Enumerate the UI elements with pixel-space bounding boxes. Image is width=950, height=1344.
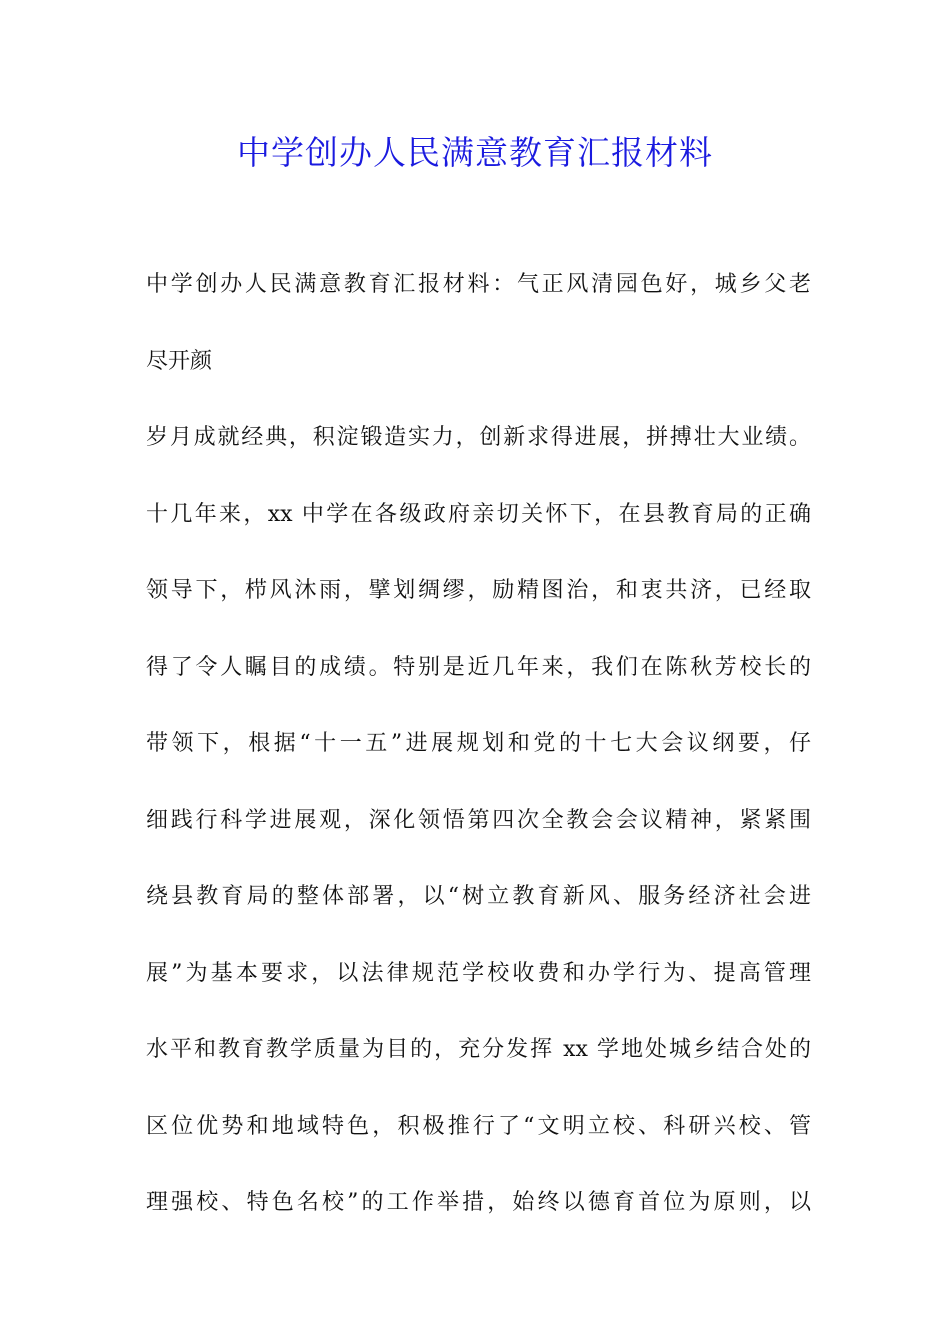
body-line: 理强校、特色名校”的工作举措，始终以德育首位为原则，以 [146, 1190, 811, 1215]
body-line: 得了令人瞩目的成绩。特别是近几年来，我们在陈秋芳校长的 [146, 654, 811, 680]
body-line: 细践行科学进展观，深化领悟第四次全教会会议精神，紧紧围 [146, 807, 811, 833]
document-body [146, 260, 811, 1255]
body-line: 绕县教育局的整体部署，以“树立教育新风、服务经济社会进 [146, 884, 811, 909]
body-line: 尽开颜 [146, 348, 213, 374]
body-line: 中学创办人民满意教育汇报材料：气正风清园色好，城乡父老 [146, 272, 811, 297]
body-line: 区位优势和地域特色，积极推行了“文明立校、科研兴校、管 [146, 1113, 811, 1139]
body-line: 展”为基本要求，以法律规范学校收费和办学行为、提高管理 [146, 960, 811, 986]
body-line: 领导下，栉风沐雨，擘划绸缪，励精图治，和衷共济，已经取 [146, 578, 811, 603]
body-line: 岁月成就经典，积淀锻造实力，创新求得进展，拼搏壮大业绩。 [146, 425, 811, 450]
document-title: 中学创办人民满意教育汇报材料 [237, 133, 713, 172]
body-line: 十几年来，xx 中学在各级政府亲切关怀下，在县教育局的正确 [146, 501, 811, 527]
body-line: 带领下，根据“十一五”进展规划和党的十七大会议纲要，仔 [146, 731, 811, 756]
body-line: 水平和教育教学质量为目的，充分发挥 xx 学地处城乡结合处的 [146, 1037, 811, 1062]
